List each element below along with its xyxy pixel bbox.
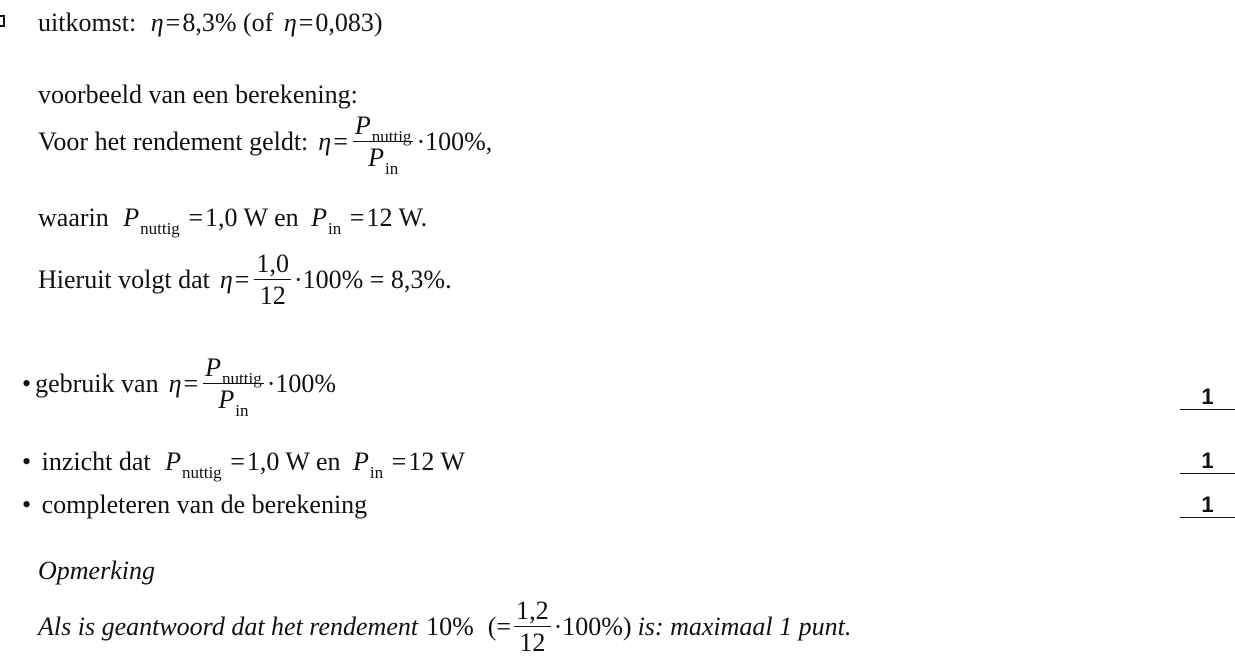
score-point: 1 xyxy=(1180,449,1235,474)
criterion-item xyxy=(22,490,367,520)
pnuttig-value: 1,0 xyxy=(204,203,238,232)
remark-text-after: is: maximaal 1 punt. xyxy=(637,611,852,641)
fraction-denominator: 12 xyxy=(519,628,546,658)
answer-value: 8,3% xyxy=(182,8,237,37)
equals-sign: = xyxy=(183,368,199,398)
p-symbol: P xyxy=(354,111,371,140)
pin-value: 12 W xyxy=(408,447,465,476)
fraction-denominator: 12 xyxy=(259,281,286,311)
equals-sign: = xyxy=(230,447,245,476)
criterion-text: completeren van de berekening xyxy=(41,490,368,519)
eta-symbol: η xyxy=(283,8,297,37)
bullet: • xyxy=(22,447,32,476)
score-point: 1 xyxy=(1180,385,1235,410)
equals-sign: = xyxy=(188,203,203,232)
score-point: 1 xyxy=(1180,493,1235,518)
result-prefix: Hieruit volgt dat xyxy=(38,264,210,294)
p-symbol: P xyxy=(123,203,140,232)
p-symbol: P xyxy=(205,353,222,382)
p-symbol: P xyxy=(218,385,235,415)
p-symbol: P xyxy=(368,143,384,173)
equals-sign: = xyxy=(165,8,181,37)
bullet: • xyxy=(22,490,32,519)
example-result-line xyxy=(38,250,452,310)
fraction-remark xyxy=(514,597,551,657)
subscript-nuttig: nuttig xyxy=(222,369,262,388)
remark-heading: Opmerking xyxy=(38,556,155,585)
equals-sign: = xyxy=(234,264,250,294)
subscript-in: in xyxy=(328,219,342,238)
subscript-nuttig: nuttig xyxy=(182,463,222,482)
remark-percent: 10% xyxy=(426,611,474,641)
answer-alt-prefix: (of xyxy=(243,8,274,37)
criterion-item xyxy=(22,353,337,421)
result-suffix: ·100% = 8,3%. xyxy=(293,264,452,294)
example-values-line xyxy=(38,203,428,238)
formula-suffix: ·100%, xyxy=(416,126,493,156)
eta-symbol: η xyxy=(150,8,164,37)
p-symbol: P xyxy=(165,447,182,476)
subscript-in: in xyxy=(384,159,399,179)
checkbox-marker xyxy=(0,15,5,27)
eta-symbol: η xyxy=(168,368,182,398)
p-symbol: P xyxy=(311,203,328,232)
equals-sign: = xyxy=(298,8,314,37)
answer-line xyxy=(38,8,383,38)
remark-paren-open: (= xyxy=(487,611,512,641)
values-and: W en xyxy=(243,203,299,232)
example-formula-line xyxy=(38,111,493,179)
equals-sign: = xyxy=(391,447,407,476)
subscript-in: in xyxy=(369,463,384,482)
criterion-text: inzicht dat xyxy=(41,447,151,476)
pnuttig-value: 1,0 xyxy=(246,447,280,476)
fraction-result xyxy=(254,250,291,310)
values-and: W en xyxy=(285,447,341,476)
equals-sign: = xyxy=(333,126,348,156)
answer-label: uitkomst: xyxy=(38,8,137,37)
criterion-suffix: ·100% xyxy=(266,368,337,398)
fraction-numerator: 1,0 xyxy=(254,250,291,280)
fraction-pnuttig-over-pin xyxy=(353,111,414,179)
fraction-pnuttig-over-pin xyxy=(203,353,264,421)
remark-paren-close: ·100%) xyxy=(553,611,632,641)
criterion-item xyxy=(22,447,465,482)
subscript-nuttig: nuttig xyxy=(140,219,180,238)
bullet: • xyxy=(22,368,32,398)
eta-symbol: η xyxy=(219,264,233,294)
p-symbol: P xyxy=(353,447,369,476)
remark-text-before: Als is geantwoord dat het rendement xyxy=(38,611,419,641)
subscript-nuttig: nuttig xyxy=(371,127,412,146)
remark-line xyxy=(38,597,851,657)
criterion-text: gebruik van xyxy=(35,368,159,398)
formula-prefix: Voor het rendement geldt: xyxy=(38,126,309,156)
equals-sign: = xyxy=(349,203,365,232)
pin-value: 12 W. xyxy=(366,203,428,232)
values-prefix: waarin xyxy=(38,203,109,232)
example-heading: voorbeeld van een berekening: xyxy=(38,80,358,109)
answer-alt-value: 0,083) xyxy=(315,8,383,37)
eta-symbol: η xyxy=(318,126,332,156)
fraction-numerator: 1,2 xyxy=(514,597,551,627)
subscript-in: in xyxy=(235,401,249,421)
